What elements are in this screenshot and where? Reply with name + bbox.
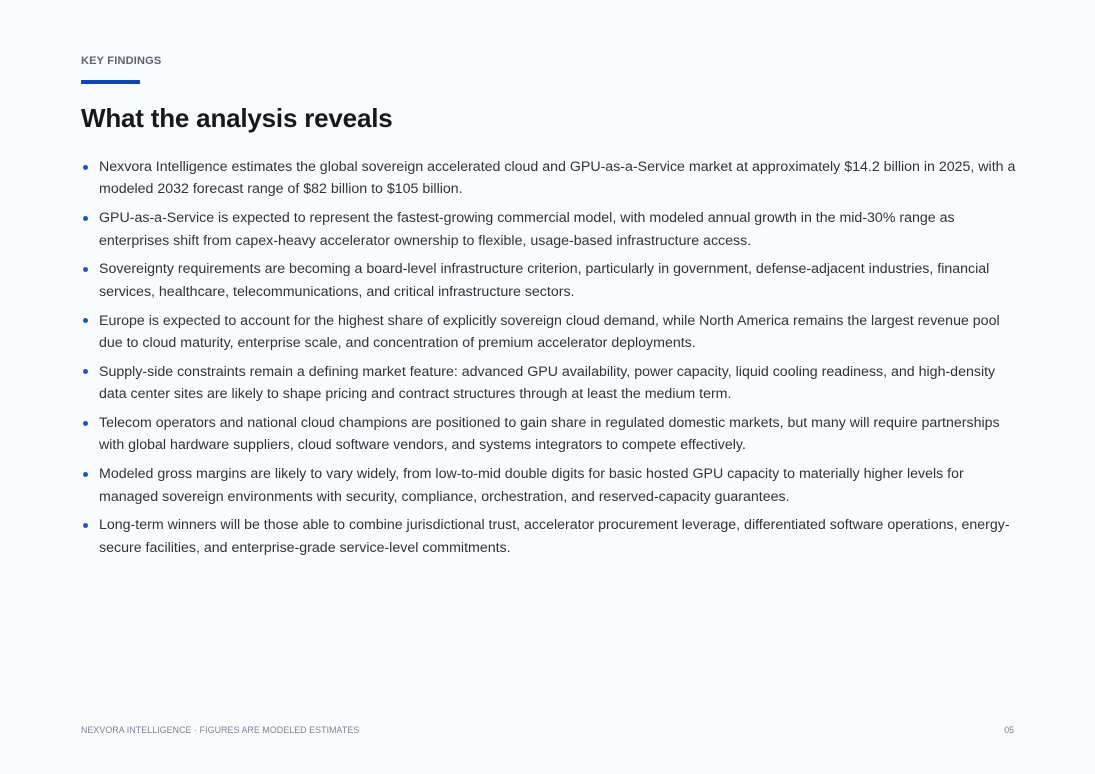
bullet-icon	[83, 523, 88, 528]
finding-item	[81, 156, 1021, 201]
finding-item	[81, 514, 1021, 559]
bullet-icon	[83, 472, 88, 477]
finding-text: Supply-side constraints remain a defining market feature: advanced GPU availability, power capacity, liquid cooling readiness, and high-density data center sites are likely to shape pricing and contract structures through at least the medium term.	[99, 363, 996, 403]
finding-item	[81, 258, 1021, 303]
finding-text: Sovereignty requirements are becoming a board-level infrastructure criterion, particularly in government, defense-adjacent industries, financial services, healthcare, telecommunications, and critical infrastructure sectors.	[99, 261, 990, 300]
finding-item	[81, 361, 1021, 406]
bullet-icon	[83, 267, 88, 272]
finding-item	[81, 412, 1021, 457]
finding-text: Telecom operators and national cloud champions are positioned to gain share in regulated domestic markets, but many will require partnerships with global hardware suppliers, cloud software vendors, and systems integrators to compete effectively.	[99, 415, 1000, 454]
accent-bar	[81, 80, 140, 84]
bullet-icon	[83, 421, 88, 426]
finding-text: Long-term winners will be those able to combine jurisdictional trust, accelerator procurement leverage, differentiated software operations, energy-secure facilities, and enterprise-grade service-level commitments.	[99, 517, 1010, 556]
bullet-icon	[83, 369, 88, 374]
page-title: What the analysis reveals	[81, 103, 393, 133]
finding-item	[81, 463, 1021, 508]
findings-list	[81, 156, 1021, 566]
footer-source: NEXVORA INTELLIGENCE · FIGURES ARE MODELED ESTIMATES	[81, 725, 360, 735]
finding-text: Nexvora Intelligence estimates the global sovereign accelerated cloud and GPU-as-a-Service market at approximately $14.2 billion in 2025, with a modeled 2032 forecast range of $82 billion to $105 billion.	[99, 159, 1016, 198]
section-eyebrow: KEY FINDINGS	[81, 55, 162, 67]
bullet-icon	[83, 165, 88, 170]
finding-text: Modeled gross margins are likely to vary widely, from low-to-mid double digits for basic hosted GPU capacity to materially higher levels for managed sovereign environments with security, compliance, orchestration, and reserved-capacity guarantees.	[99, 466, 964, 505]
bullet-icon	[83, 318, 88, 323]
finding-item	[81, 207, 1021, 252]
finding-text: GPU-as-a-Service is expected to represent the fastest-growing commercial model, with modeled annual growth in the mid-30% range as enterprises shift from capex-heavy accelerator ownership to flexible, usage-based infrastructure access.	[99, 210, 955, 249]
finding-text: Europe is expected to account for the highest share of explicitly sovereign cloud demand, while North America remains the largest revenue pool due to cloud maturity, enterprise scale, and concentration of premium accelerator deployments.	[99, 312, 1000, 352]
bullet-icon	[83, 216, 88, 221]
page-number: 05	[1004, 725, 1014, 735]
finding-item	[81, 310, 1021, 355]
